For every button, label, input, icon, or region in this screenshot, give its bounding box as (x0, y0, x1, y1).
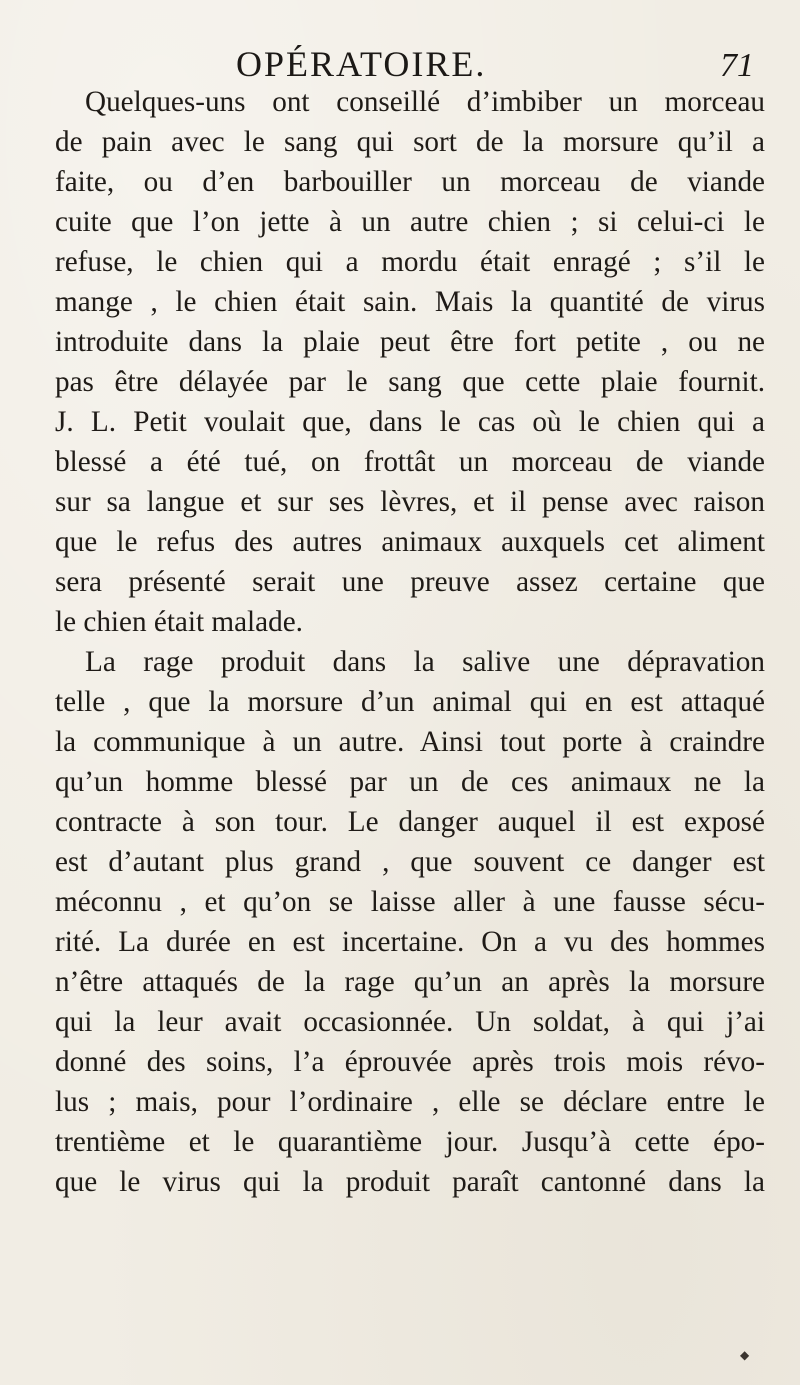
page-number: 71 (720, 47, 754, 84)
text-line: Quelques-uns ont conseillé d’imbiber un morceau (85, 86, 765, 118)
text-line: refuse, le chien qui a mordu était enragé ; s’il le (55, 246, 765, 278)
text-line: telle , que la morsure d’un animal qui en est attaqué (55, 686, 765, 718)
text-line: que le virus qui la produit paraît cantonné dans la (55, 1166, 765, 1198)
text-line: pas être délayée par le sang que cette plaie fournit. (55, 366, 765, 398)
text-line: mange , le chien était sain. Mais la quantité de virus (55, 286, 765, 318)
text-line: est d’autant plus grand , que souvent ce danger est (55, 846, 765, 878)
text-line: de pain avec le sang qui sort de la morsure qu’il a (55, 126, 765, 158)
text-line: le chien était malade. (55, 606, 303, 638)
text-line: sur sa langue et sur ses lèvres, et il pense avec raison (55, 486, 765, 518)
text-line: rité. La durée en est incertaine. On a vu des hommes (55, 926, 765, 958)
text-line: cuite que l’on jette à un autre chien ; si celui-ci le (55, 206, 765, 238)
body-text (55, 82, 765, 1202)
text-line: La rage produit dans la salive une dépravation (85, 646, 765, 678)
text-line: qu’un homme blessé par un de ces animaux ne la (55, 766, 765, 798)
running-title: OPÉRATOIRE. (236, 44, 487, 84)
text-line: que le refus des autres animaux auxquels cet aliment (55, 526, 765, 558)
text-line: faite, ou d’en barbouiller un morceau de viande (55, 166, 765, 198)
text-line: n’être attaqués de la rage qu’un an après la morsure (55, 966, 765, 998)
text-line: trentième et le quarantième jour. Jusqu’à cette épo- (55, 1126, 765, 1158)
text-line: lus ; mais, pour l’ordinaire , elle se déclare entre le (55, 1086, 765, 1118)
text-line: J. L. Petit voulait que, dans le cas où le chien qui a (55, 406, 765, 438)
ink-mark: ◆ (740, 1348, 750, 1362)
text-line: contracte à son tour. Le danger auquel il est exposé (55, 806, 765, 838)
text-line: blessé a été tué, on frottât un morceau de viande (55, 446, 765, 478)
text-line: qui la leur avait occasionnée. Un soldat, à qui j’ai (55, 1006, 765, 1038)
text-line: donné des soins, l’a éprouvée après trois mois révo- (55, 1046, 765, 1078)
text-line: introduite dans la plaie peut être fort petite , ou ne (55, 326, 765, 358)
text-line: sera présenté serait une preuve assez certaine que (55, 566, 765, 598)
text-line: méconnu , et qu’on se laisse aller à une fausse sécu- (55, 886, 765, 918)
text-line: la communique à un autre. Ainsi tout porte à craindre (55, 726, 765, 758)
